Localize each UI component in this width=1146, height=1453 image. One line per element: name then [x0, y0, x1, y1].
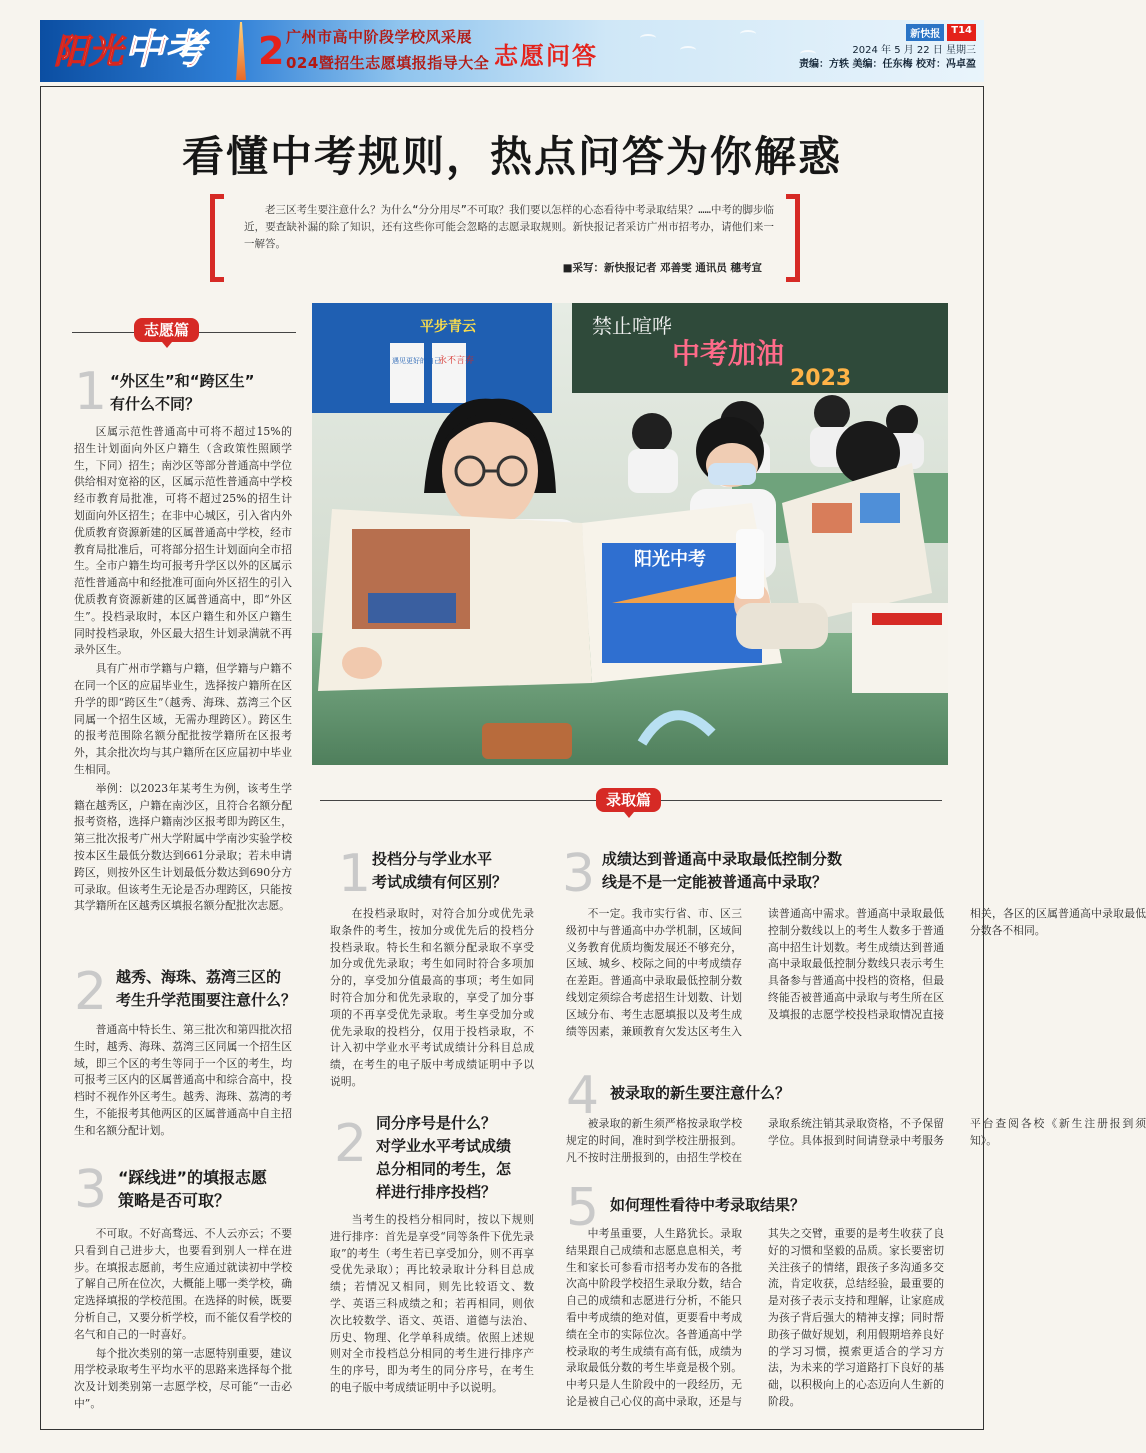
- question-number: 3: [562, 844, 596, 904]
- classroom-photo: [312, 303, 948, 765]
- answer-body: 不可取。不好高骛远、不人云亦云；不要只看到自己进步大，也要看到别人一样在进步。在填报志愿前，考生应通过就读初中学校了解自己所在位次，大概能上哪一类学校，确定选择填报的学校范围。在选择的时候，既要分析自己，又要分析学校，而不能仅看学校的名气和自己的一时喜好。 每个批次类别的第一志愿特别重要，建议用学校录取考生平均水平的思路来选择每个批次及计划类别第一志愿学校，尽可能“一击必中”。: [74, 1227, 292, 1410]
- question-number: 2: [74, 962, 108, 1022]
- dove-icon: [740, 30, 756, 38]
- question-title: “踩线进”的填报志愿 策略是否可取？: [118, 1168, 268, 1210]
- lead-bracket-left: [210, 194, 224, 282]
- svg-text:遇见更好的自己: 遇见更好的自己: [392, 357, 441, 365]
- svg-text:中考加油: 中考加油: [672, 337, 785, 370]
- dove-icon: [680, 46, 696, 54]
- banner-section-name: 志愿问答: [494, 42, 598, 70]
- question-title: “外区生”和“跨区生” 有什么不同？: [110, 372, 255, 413]
- banner-title-line-1: 广州市高中阶段学校风采展: [286, 28, 473, 46]
- page-headline: 看懂中考规则，热点问答为你解惑: [181, 132, 842, 181]
- byline: ■采写：新快报记者 邓善雯 通讯员 穗考宣: [562, 262, 762, 274]
- newspaper-name: 新快报: [906, 24, 944, 41]
- lead-bracket-right: [786, 194, 800, 282]
- question-number: 3: [74, 1160, 108, 1220]
- svg-text:平步青云: 平步青云: [420, 319, 476, 335]
- page-meta: [799, 24, 976, 72]
- answer-body: 被录取的新生须严格按录取学校规定的时间，准时到学校注册报到。凡不按时注册报到的，由招生学校在录取系统注销其录取资格，不予保留学位。具体报到时间请登录中考服务平台查阅各校《新生注册报到须知》。: [566, 1117, 1146, 1164]
- sunshine-zhongkao-logo: 阳光中考: [54, 27, 206, 73]
- canton-tower-icon: [236, 22, 246, 80]
- editor-credits: 责编：方轶 美编：任东梅 校对：冯卓盈: [799, 59, 976, 70]
- question-title: 成绩达到普通高中录取最低控制分数 线是不是一定能被普通高中录取？: [602, 850, 843, 891]
- dove-icon: [640, 34, 656, 42]
- page-banner: [40, 20, 984, 82]
- section-tag-zhiyuan: 志愿篇: [134, 318, 199, 342]
- svg-text:阳光中考: 阳光中考: [634, 549, 706, 570]
- banner-title-line-2: 024暨招生志愿填报指导大全: [286, 54, 490, 72]
- page-number: T14: [947, 24, 976, 41]
- banner-year-number: 2: [258, 29, 285, 73]
- answer-body: 当考生的投档分相同时，按以下规则进行排序：首先是享受“同等条件下优先录取”的考生（考生若已享受加分，则不再享受优先录取）；再比较录取计分科目总成绩；若情况又相同，则先比较语文、数学、英语三科成绩之和；若再相同，则依次比较数学、语文、英语、道德与法治、历史、物理、化学单科成绩。依照上述规则对全市投档总分相同的考生进行排序产生的序号，即为考生的同分序号，在考生的电子版中考成绩证明中予以说明。: [330, 1213, 534, 1394]
- section-tag-luqu: 录取篇: [596, 788, 661, 812]
- question-title: 越秀、海珠、荔湾三区的 考生升学范围要注意什么？: [116, 968, 297, 1009]
- question-number: 5: [566, 1178, 600, 1238]
- answer-body: 中考虽重要，人生路犹长。录取结果跟自己成绩和志愿息息相关，考生和家长可参看市招考办发布的各批次高中阶段学校招生录取分数，结合自己的成绩和志愿进行分析，不能只看中考成绩的绝对值，更要看中考成绩在全市的实际位次。各普通高中学校录取的考生成绩有高有低，成绩为录取最低分数的考生毕竟是极个别。中考只是人生阶段中的一段经历，无论是被自己心仪的高中录取，还是与其失之交臂，重要的是考生收获了良好的习惯和坚毅的品质。家长要密切关注孩子的情绪，跟孩子多沟通多交流，肯定收获，总结经验，最重要的是对孩子表示支持和理解，让家庭成为孩子背后强大的精神支撑；同时帮助孩子做好规划，利用假期培养良好的学习习惯，摸索更适合的学习方法，为未来的学习道路打下良好的基础，以积极向上的心态迈向人生新的阶段。: [566, 1227, 944, 1408]
- question-number: 4: [566, 1066, 600, 1126]
- answer-body: 在投档录取时，对符合加分或优先录取条件的考生，按加分或优先后的投档分投档录取。特长生和名额分配录取不享受加分或优先录取；考生如同时符合多项加分的，享受加分值最高的事项；考生如同时符合加分和优先录取的，享受了加分事项的不再享受优先录取。考生享受加分或优先录取的投档分，仅用于投档录取，不计入初中学业水平考试成绩计分科目总成绩，在考生的电子版中考成绩证明中予以说明。: [330, 907, 534, 1088]
- question-number: 1: [338, 844, 372, 904]
- svg-text:2023: 2023: [790, 366, 852, 391]
- svg-text:禁止喧哗: 禁止喧哗: [592, 314, 672, 338]
- answer-body: 普通高中特长生、第三批次和第四批次招生时，越秀、海珠、荔湾三区同属一个招生区域，即三个区的考生等同于一个区的考生，均可报考三区内的区属普通高中和综合高中，投档时不视作外区考生。越秀、海珠、荔湾的考生，不能报考其他两区的区属普通高中自主招生和名额分配计划。: [74, 1023, 292, 1137]
- issue-date: 2024 年 5 月 22 日 星期三: [852, 45, 976, 56]
- svg-text:永不言弃: 永不言弃: [438, 356, 475, 366]
- question-title: 如何理性看待中考录取结果？: [610, 1196, 806, 1214]
- question-title: 被录取的新生要注意什么？: [610, 1084, 791, 1102]
- lead-paragraph: 老三区考生要注意什么？为什么“分分用尽”不可取？我们要以怎样的心态看待中考录取结果？……中考的脚步临近，要查缺补漏的除了知识，还有这些你可能会忽略的志愿录取规则。新快报记者采访广州市招考办，请他们来一一解答。: [244, 204, 774, 250]
- question-title: 同分序号是什么？ 对学业水平考试成绩 总分相同的考生，怎 样进行排序投档？: [376, 1114, 512, 1201]
- answer-body: 不一定。我市实行省、市、区三级初中与普通高中办学机制，区域间义务教育优质均衡发展还不够充分，区域、城乡、校际之间的中考成绩存在差距。普通高中录取最低控制分数线划定须综合考虑招生计划数、计划区域分布、考生志愿填报以及考生成绩等因素，兼顾教育欠发达区考生入读普通高中需求。普通高中录取最低控制分数线以上的考生人数多于普通高中招生计划数。考生成绩达到普通高中录取最低控制分数线只表示考生具备参与普通高中投档的资格，但最终能否被普通高中录取与考生所在区及填报的志愿学校投档录取情况直接相关，各区的区属普通高中录取最低分数各不相同。: [566, 907, 1146, 1038]
- question-number: 2: [334, 1114, 368, 1174]
- answer-body: 区属示范性普通高中可将不超过15%的招生计划面向外区户籍生（含政策性照顾学生，下同）招生；南沙区等部分普通高中学位供给相对宽裕的区，区属示范性普通高中学校经市教育局批准，可将不超过25%的招生计划面向外区招生；在非中心城区，引入省内外优质教育资源新建的区属普通高中学校，经市教育局批准后，可将部分招生计划面向全市招生。全市户籍生均可报考升学区以外的区属示范性普通高中和经批准可面向外区招生的引入优质教育资源新建的区属普通高中，即“外区生”。投档录取时，本区户籍生和外区户籍生同时投档录取，外区最大招生计划录满就不再录外区生。 具有广州市学籍与户籍，但学籍与户籍不在同一个区的应届毕业生，选择按户籍所在区升学的即“跨区生”（越秀、海珠、荔湾三个区同属一个招生区域，无需办理跨区）。跨区生的报考范围除名额分配批按学籍所在区报考外，其余批次均与其户籍所在区应届初中毕业生相同。 举例：以2023年某考生为例，该考生学籍在越秀区，户籍在南沙区，且符合名额分配报考资格，选择户籍南沙区报考即为跨区生，第三批次报考广州大学附属中学南沙实验学校按本区生最低分数达到661分录取；若未申请跨区，则按外区生计划最低分数达到690分方可录取。但该考生无论是否办理跨区，只能按其学籍所在区越秀区填报名额分配批次志愿。: [74, 425, 292, 913]
- question-number: 1: [74, 362, 108, 422]
- question-title: 投档分与学业水平 考试成绩有何区别？: [372, 850, 508, 891]
